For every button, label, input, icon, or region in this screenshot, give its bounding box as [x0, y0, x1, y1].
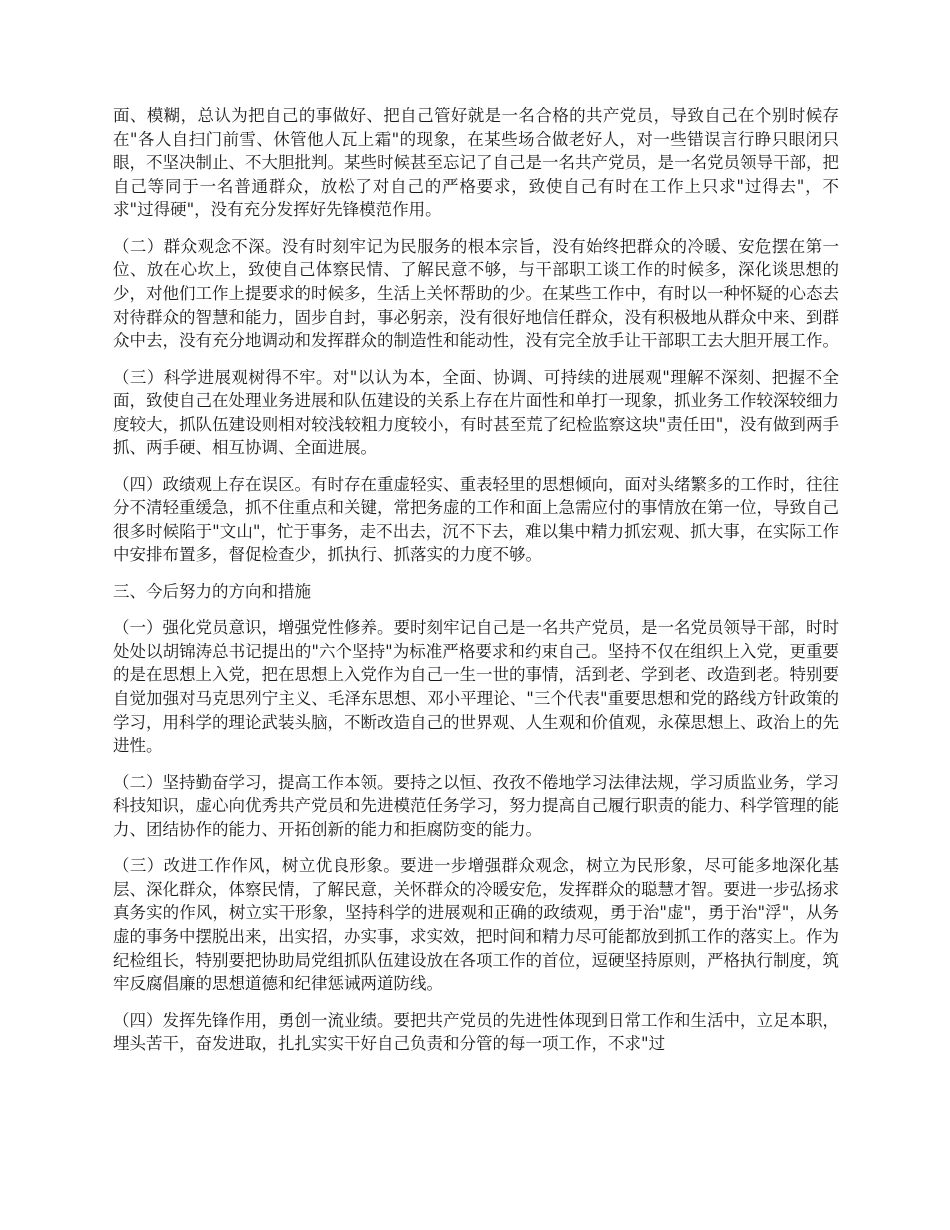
paragraph-pioneer-role: （四）发挥先锋作用，勇创一流业绩。要把共产党员的先进性体现到日常工作和生活中，立足本职，埋头苦干，奋发进取，扎扎实实干好自己负责和分管的每一项工作，不求"过	[113, 1010, 839, 1054]
paragraph-scientific-development: （三）科学进展观树得不牢。对"以认为本，全面、协调、可持续的进展观"理解不深刻、把握不全面，致使自己在处理业务进展和队伍建设的关系上存在片面性和单打一现象，抓业务工作较深较细力度较大，抓队伍建设则相对较浅较粗力度较小，有时甚至荒了纪检监察这块"责任田"，没有做到两手抓、两手硬、相互协调、全面进展。	[113, 367, 839, 458]
paragraph-improve-work-style: （三）改进工作作风，树立优良形象。要进一步增强群众观念，树立为民形象，尽可能多地深化基层、深化群众，体察民情，了解民意，关怀群众的冷暖安危，发挥群众的聪慧才智。要进一步弘扬求真务实的作风，树立实干形象，坚持科学的进展观和正确的政绩观，勇于治"虚"，勇于治"浮"，从务虚的事务中摆脱出来，出实招，办实事，求实效，把时间和精力尽可能都放到抓工作的落实上。作为纪检组长，特别要把协助局党组抓队伍建设放在各项工作的首位，逗硬坚持原则，严格执行制度，筑牢反腐倡廉的思想道德和纪律惩诫两道防线。	[113, 856, 839, 994]
paragraph-party-awareness-continued: 面、模糊，总认为把自己的事做好、把自己管好就是一名合格的共产党员，导致自己在个别时候存在"各人自扫门前雪、休管他人瓦上霜"的现象，在某些场合做老好人，对一些错误言行睁只眼闭只眼，不坚决制止、不大胆批判。某些时候甚至忘记了自己是一名共产党员，是一名党员领导干部，把自己等同于一名普通群众，放松了对自己的严格要求，致使自己有时在工作上只求"过得去"，不求"过得硬"，没有充分发挥好先锋模范作用。	[113, 106, 839, 220]
paragraph-performance-view: （四）政绩观上存在误区。有时存在重虚轻实、重表轻里的思想倾向，面对头绪繁多的工作时，往往分不清轻重缓急，抓不住重点和关键，常把务虚的工作和面上急需应付的事情放在第一位，导致自己很多时候陷于"文山"，忙于事务，走不出去，沉不下去，难以集中精力抓宏观、抓大事，在实际工作中安排布置多，督促检查少，抓执行、抓落实的力度不够。	[113, 474, 839, 565]
section-heading-future-direction: 三、今后努力的方向和措施	[113, 581, 311, 601]
paragraph-mass-concept: （二）群众观念不深。没有时刻牢记为民服务的根本宗旨，没有始终把群众的冷暖、安危摆在第一位、放在心坎上，致使自己体察民情、了解民意不够，与干部职工谈工作的时候多，深化谈思想的少，对他们工作上提要求的时候多，生活上关怀帮助的少。在某些工作中，有时以一种怀疑的心态去对待群众的智慧和能力，固步自封，事必躬亲，没有很好地信任群众，没有积极地从群众中来、到群众中去，没有充分地调动和发挥群众的制造性和能动性，没有完全放手让干部职工去大胆开展工作。	[113, 236, 839, 351]
paragraph-strengthen-party-awareness: （一）强化党员意识，增强党性修养。要时刻牢记自己是一名共产党员，是一名党员领导干部，时时处处以胡锦涛总书记提出的"六个坚持"为标准严格要求和约束自己。坚持不仅在组织上入党，更重要的是在思想上入党，把在思想上入党作为自己一生一世的事情，活到老、学到老、改造到老。特别要自觉加强对马克思列宁主义、毛泽东思想、邓小平理论、"三个代表"重要思想和党的路线方针政策的学习，用科学的理论武装头脑，不断改造自己的世界观、人生观和价值观，永葆思想上、政治上的先进性。	[113, 618, 839, 756]
paragraph-diligent-study: （二）坚持勤奋学习，提高工作本领。要持之以恒、孜孜不倦地学习法律法规，学习质监业务，学习科技知识，虚心向优秀共产党员和先进模范任务学习，努力提高自己履行职责的能力、科学管理的能力、团结协作的能力、开拓创新的能力和拒腐防变的能力。	[113, 772, 839, 839]
document-page	[113, 104, 839, 1069]
